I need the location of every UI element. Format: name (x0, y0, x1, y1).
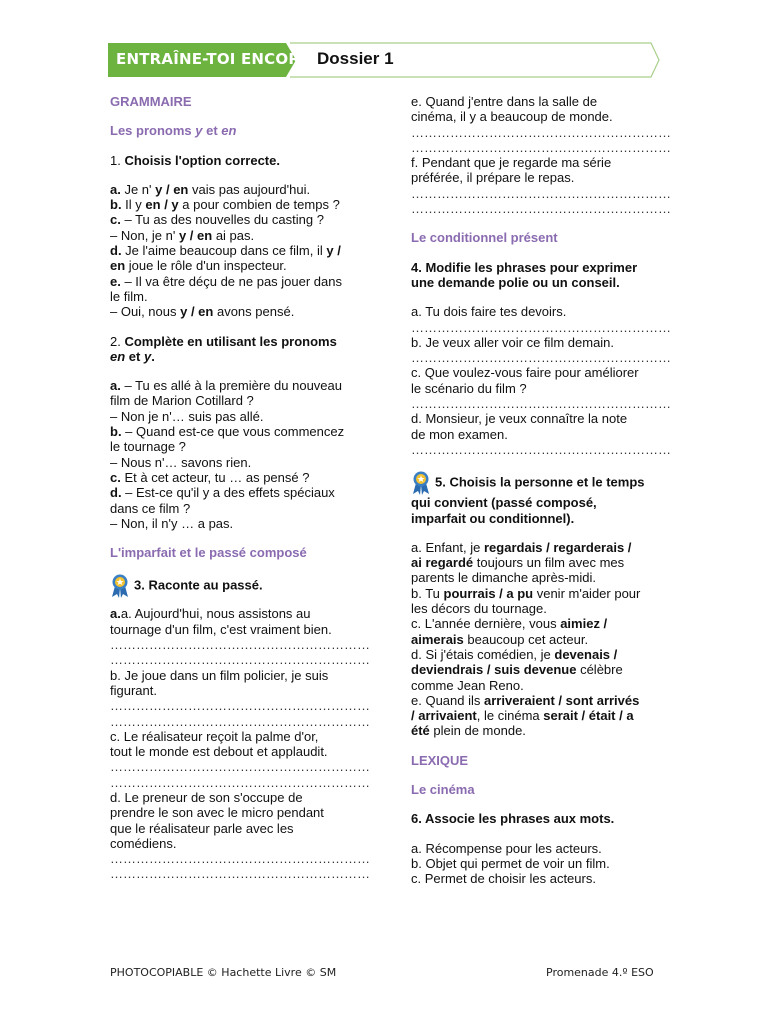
ex3-b-line2: figurant. (110, 682, 157, 698)
ex2-line: – Non je n'… suis pas allé. (110, 408, 264, 424)
option-choice[interactable]: y / (326, 243, 341, 259)
medal-icon (110, 574, 130, 598)
exercise-4-title: 4. Modifie les phrases pour exprimer une demande polie ou un conseil. (411, 259, 638, 290)
ex1-line: b. Il y en / y a pour combien de temps ? (110, 197, 340, 213)
ex3-d-line3: que le réalisateur parle avec les (110, 820, 294, 836)
answer-line[interactable]: …………………………………………………… (110, 759, 370, 775)
answer-line[interactable]: …………………………………………………… (411, 185, 671, 201)
answer-line[interactable]: …………………………………………………… (411, 396, 671, 412)
ex1-line: le film. (110, 288, 148, 304)
option-choice[interactable]: en / y (145, 197, 179, 213)
ex2-line: c. Et à cet acteur, tu … as pensé ? (110, 469, 310, 485)
ex3-a-line2: tournage d'un film, c'est vraiment bien. (110, 621, 332, 637)
answer-line[interactable]: …………………………………………………… (110, 713, 370, 729)
ex5-b: b. Tu pourrais / a pu venir m'aider pour les décors du tournage. (411, 585, 641, 617)
ex3-e-line2: cinéma, il y a beaucoup de monde. (411, 109, 613, 125)
right-column (411, 94, 671, 886)
option-choice[interactable]: y / en (155, 181, 189, 197)
page-header (108, 42, 660, 78)
ex5-c: c. L'année dernière, vous aimiez / aimerais beaucoup cet acteur. (411, 616, 608, 647)
exercise-6-title: 6. Associe les phrases aux mots. (411, 811, 615, 827)
exercise-2-items (110, 378, 370, 531)
ex3-c-line1: c. Le réalisateur reçoit la palme d'or, (110, 728, 319, 744)
answer-line[interactable]: …………………………………………………… (411, 124, 671, 140)
left-column (110, 94, 370, 882)
exercise-5-title: 5. Choisis la personne et le temps qui convient (passé composé, imparfait ou conditionnel). (411, 471, 671, 526)
ex3-a-line1: a.a. Aujourd'hui, nous assistons au (110, 606, 311, 622)
ex5-a: a. Enfant, je regardais / regarderais / ai regardé toujours un film avec mes parents le dimanche après-midi. (411, 539, 632, 586)
option-choice[interactable]: y / en (180, 304, 214, 320)
dossier-title: Dossier 1 (317, 49, 394, 68)
ex4-c-line2: le scénario du film ? (411, 380, 527, 396)
ex4-d-line2: de mon examen. (411, 426, 508, 442)
ex2-line: a. – Tu es allé à la première du nouveau (110, 378, 342, 394)
ex1-line: a. Je n' y / en vais pas aujourd'hui. (110, 181, 311, 197)
ex4-c-line1: c. Que voulez-vous faire pour améliorer (411, 365, 639, 381)
ex2-line: le tournage ? (110, 439, 186, 455)
exercise-3-title: 3. Raconte au passé. (110, 574, 370, 598)
ex2-line: – Non, il n'y … a pas. (110, 515, 234, 531)
ex3-f-line2: préférée, il prépare le repas. (411, 170, 575, 186)
answer-line[interactable]: …………………………………………………… (110, 698, 370, 714)
ex1-line: c. – Tu as des nouvelles du casting ? (110, 212, 324, 228)
ex2-line: – Nous n'… savons rien. (110, 454, 252, 470)
footer-copyright: PHOTOCOPIABLE © Hachette Livre © SM (110, 966, 337, 979)
subsection-conditionnel: Le conditionnel présent (411, 230, 558, 246)
ex3-d-line4: comédiens. (110, 835, 177, 851)
section-lexique: LEXIQUE (411, 752, 469, 768)
ex2-line: d. – Est-ce qu'il y a des effets spéciaux (110, 485, 335, 501)
footer-book: Promenade 4.º ESO (546, 966, 654, 979)
ex3-d-line2: prendre le son avec le micro pendant (110, 805, 324, 821)
ex3-e-line1: e. Quand j'entre dans la salle de (411, 94, 598, 109)
answer-line[interactable]: …………………………………………………… (411, 441, 671, 457)
ex3-c-line2: tout le monde est debout et applaudit. (110, 744, 328, 760)
ex6-b: b. Objet qui permet de voir un film. (411, 855, 610, 871)
ex4-a: a. Tu dois faire tes devoirs. (411, 304, 567, 320)
exercise-1-items (110, 182, 370, 320)
ex2-line: dans ce film ? (110, 500, 191, 516)
option-choice[interactable]: en (110, 258, 126, 274)
answer-line[interactable]: …………………………………………………… (110, 866, 370, 882)
subsection-pronoms: Les pronoms y et en (110, 123, 237, 139)
answer-line[interactable]: …………………………………………………… (411, 139, 671, 155)
answer-line[interactable]: …………………………………………………… (110, 774, 370, 790)
section-grammaire: GRAMMAIRE (110, 94, 192, 109)
ex1-line: – Non, je n' y / en ai pas. (110, 227, 255, 243)
ex5-e: e. Quand ils arriveraient / sont arrivés / arrivaient, le cinéma serait / était / a été plein de monde. (411, 692, 640, 739)
ex3-f-line1: f. Pendant que je regarde ma série (411, 155, 612, 171)
ex6-a: a. Récompense pour les acteurs. (411, 840, 602, 856)
ex3-b-line1: b. Je joue dans un film policier, je suis (110, 667, 329, 683)
banner-title: ENTRAÎNE-TOI ENCORE (116, 50, 311, 68)
answer-line[interactable]: …………………………………………………… (110, 652, 370, 668)
answer-line[interactable]: …………………………………………………… (110, 637, 370, 653)
answer-line[interactable]: …………………………………………………… (110, 851, 370, 867)
ex5-d: d. Si j'étais comédien, je devenais / deviendrais / suis devenue célèbre comme Jean Reno. (411, 646, 623, 693)
answer-line[interactable]: …………………………………………………… (411, 201, 671, 217)
medal-icon (411, 471, 431, 495)
answer-line[interactable]: …………………………………………………… (411, 319, 671, 335)
exercise-2-title: 2. Complète en utilisant les pronoms en et y. (110, 333, 337, 364)
ex1-line: d. Je l'aime beaucoup dans ce film, il y / (110, 243, 341, 259)
ex6-c: c. Permet de choisir les acteurs. (411, 871, 596, 887)
subsection-imparfait: L'imparfait et le passé composé (110, 545, 307, 561)
ex2-line: film de Marion Cotillard ? (110, 393, 254, 409)
exercise-1-title: 1. Choisis l'option correcte. (110, 152, 280, 168)
ex4-b: b. Je veux aller voir ce film demain. (411, 334, 615, 350)
option-choice[interactable]: y / en (178, 227, 213, 243)
ex1-line: – Oui, nous y / en avons pensé. (110, 304, 295, 320)
ex3-d-line1: d. Le preneur de son s'occupe de (110, 789, 303, 805)
ex1-line: en joue le rôle d'un inspecteur. (110, 258, 287, 274)
subsection-cinema: Le cinéma (411, 781, 475, 797)
ex1-line: e. – Il va être déçu de ne pas jouer dans (110, 273, 342, 289)
ex2-line: b. – Quand est-ce que vous commencez (110, 424, 345, 440)
ex4-d-line1: d. Monsieur, je veux connaître la note (411, 411, 628, 427)
answer-line[interactable]: …………………………………………………… (411, 350, 671, 366)
